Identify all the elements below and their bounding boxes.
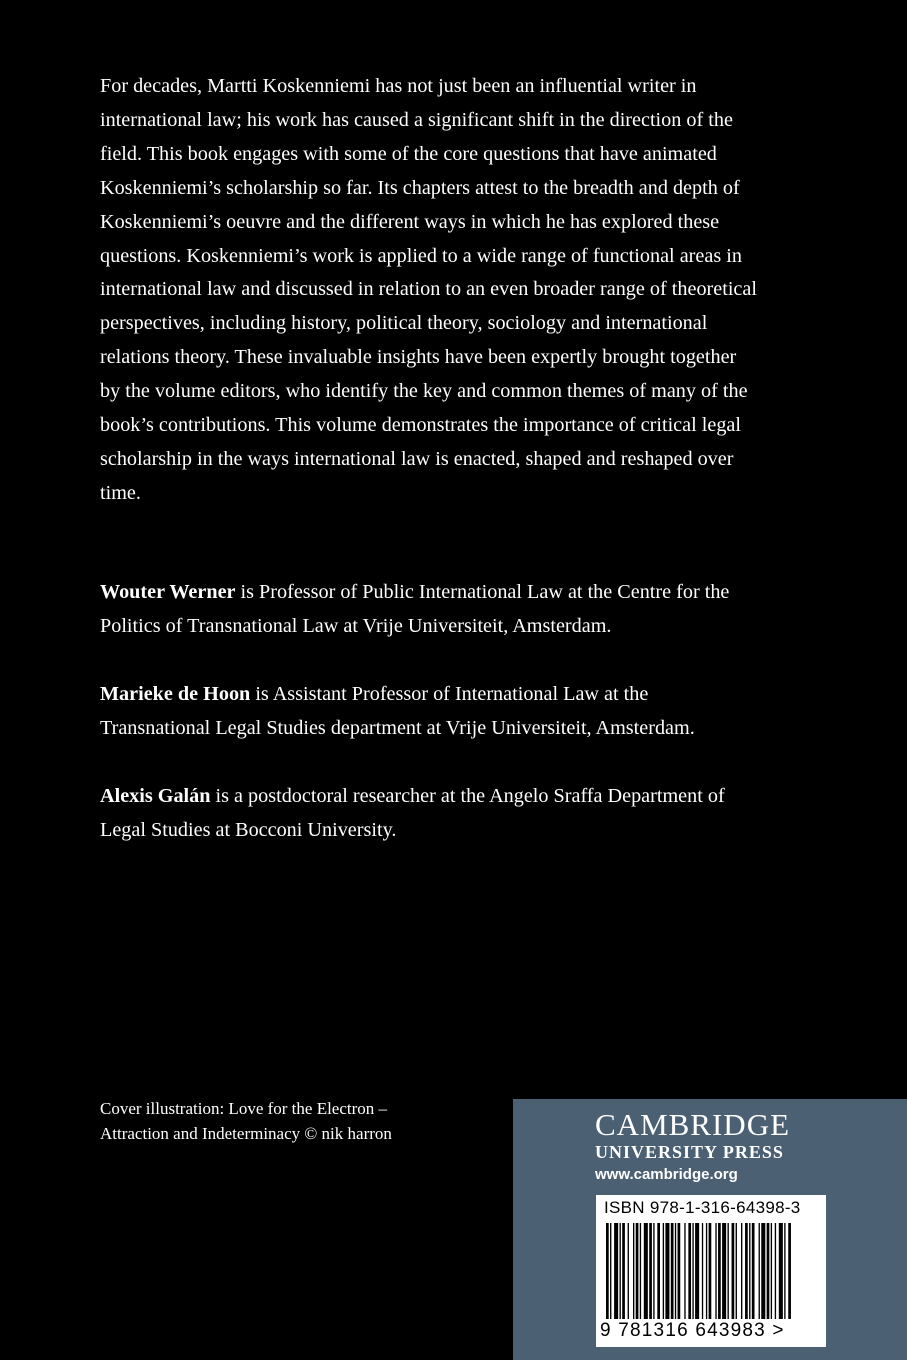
barcode-bar bbox=[622, 1223, 625, 1319]
barcode-bar bbox=[767, 1223, 770, 1319]
barcode-bar bbox=[610, 1223, 611, 1319]
barcode-bar bbox=[644, 1223, 648, 1319]
barcode-bar bbox=[695, 1223, 699, 1319]
barcode-bar bbox=[759, 1223, 760, 1319]
barcode-bar bbox=[779, 1223, 783, 1319]
barcode-bar bbox=[633, 1223, 634, 1319]
cover-credit-line1: Cover illustration: Love for the Electron – bbox=[100, 1099, 388, 1118]
barcode-bar bbox=[678, 1223, 681, 1319]
barcode-bar bbox=[636, 1223, 639, 1319]
barcode-bar bbox=[684, 1223, 685, 1319]
blurb-paragraph: For decades, Martti Koskenniemi has not just been an influential writer in international law; his work has caused a significant shift in the direction of the field. This book engages with some of the core questions that have animated Koskenniemi’s scholarship so far. Its chapters attest to the breadth and depth of Koskenniemi’s oeuvre and the different ways in which he has explored these questions. Koskenniemi’s work is applied to a wide range of functional areas in international law and discussed in relation to an even broader range of theoretical perspectives, including history, political theory, sociology and international relations theory. These invaluable insights have been expertly brought together by the volume editors, who identify the key and common themes of many of the book’s contributions. This volume demonstrates the importance of critical legal scholarship in the ways international law is enacted, shaped and reshaped over time. bbox=[100, 75, 757, 504]
barcode-bar bbox=[649, 1223, 652, 1319]
barcode-bar bbox=[728, 1223, 729, 1319]
barcode-digits: 9 781316 643983 > bbox=[600, 1320, 785, 1341]
barcode-bar bbox=[752, 1223, 755, 1319]
barcode-bar bbox=[614, 1223, 618, 1319]
barcode-bar bbox=[771, 1223, 772, 1319]
barcode-box bbox=[596, 1195, 826, 1347]
editor-name: Wouter Werner bbox=[100, 581, 236, 603]
barcode-bar bbox=[775, 1223, 776, 1319]
barcode-bar bbox=[784, 1223, 785, 1319]
cover-credit-line2: Attraction and Indeterminacy © nik harron bbox=[100, 1124, 392, 1143]
barcode-bar bbox=[732, 1223, 735, 1319]
editor-bio-dehoon bbox=[100, 678, 760, 746]
publisher-panel bbox=[513, 1099, 907, 1360]
barcode-bar bbox=[702, 1223, 703, 1319]
barcode-bar bbox=[640, 1223, 641, 1319]
barcode-bar bbox=[692, 1223, 693, 1319]
barcode-bar bbox=[722, 1223, 726, 1319]
barcode-bar bbox=[709, 1223, 712, 1319]
barcode-bar bbox=[606, 1223, 609, 1319]
isbn-label: ISBN 978-1-316-64398-3 bbox=[604, 1198, 801, 1217]
barcode-bar bbox=[741, 1223, 742, 1319]
editor-bio-text: is Assistant Professor of International Law at the Transnational Legal Studies department at Vrije Universiteit, Amsterdam. bbox=[100, 683, 695, 739]
barcode-bar bbox=[745, 1223, 748, 1319]
editor-bio-werner bbox=[100, 576, 760, 644]
publisher-name: CAMBRIDGE bbox=[595, 1107, 791, 1142]
barcode-bar bbox=[671, 1223, 674, 1319]
cover-credit bbox=[100, 1096, 460, 1146]
barcode-bar bbox=[665, 1223, 669, 1319]
barcode-bar bbox=[620, 1223, 621, 1319]
barcode-bar bbox=[688, 1223, 691, 1319]
barcode-bar bbox=[788, 1223, 791, 1319]
barcode-bar bbox=[663, 1223, 664, 1319]
barcode-bar bbox=[628, 1223, 629, 1319]
barcode-bar bbox=[718, 1223, 721, 1319]
barcode-bar bbox=[653, 1223, 654, 1319]
editor-name: Alexis Galán bbox=[100, 785, 211, 807]
editor-bio-text: is a postdoctoral researcher at the Angelo Sraffa Department of Legal Studies at Bocconi University. bbox=[100, 785, 725, 841]
editor-bio-galan bbox=[100, 780, 760, 848]
barcode-bar bbox=[736, 1223, 737, 1319]
publisher-url: www.cambridge.org bbox=[595, 1166, 738, 1183]
publisher-subtitle: UNIVERSITY PRESS bbox=[595, 1142, 784, 1162]
barcode-bar bbox=[715, 1223, 716, 1319]
barcode-bar bbox=[675, 1223, 676, 1319]
editor-name: Marieke de Hoon bbox=[100, 683, 251, 705]
barcode-bar bbox=[706, 1223, 707, 1319]
barcode-bar bbox=[761, 1223, 765, 1319]
barcode-bar bbox=[749, 1223, 750, 1319]
barcode-bar bbox=[657, 1223, 660, 1319]
editor-bio-text: is Professor of Public International Law at the Centre for the Politics of Transnational Law at Vrije Universiteit, Amsterdam. bbox=[100, 581, 730, 637]
